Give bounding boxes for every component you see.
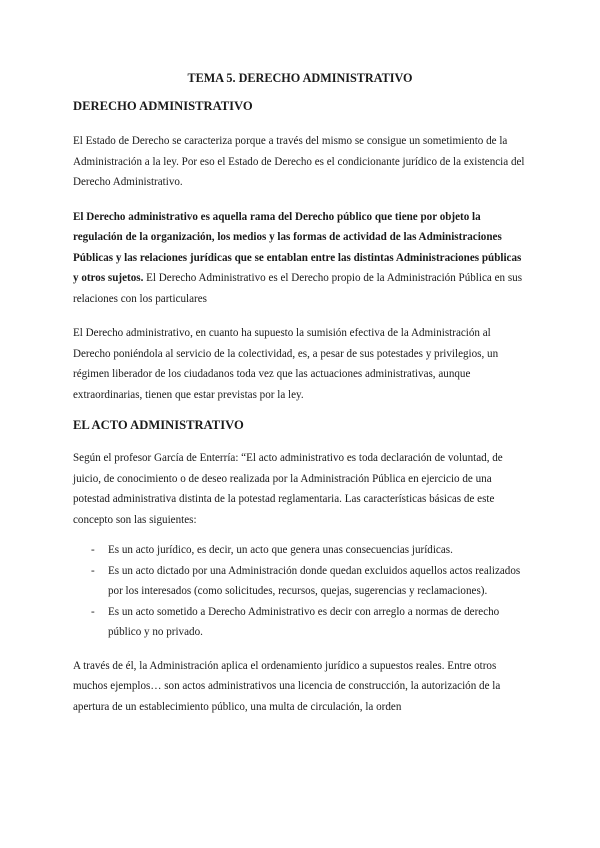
list-item-text: Es un acto sometido a Derecho Administrativo es decir con arreglo a normas de derecho público y no privado. — [108, 605, 500, 638]
list-item — [91, 602, 527, 643]
document-title: TEMA 5. DERECHO ADMINISTRATIVO — [187, 71, 413, 85]
paragraph-ejemplos: A través de él, la Administración aplica el ordenamiento jurídico a supuestos reales. Entre otros muchos ejemplos… son actos administrativos una licencia de construcción, la autorización de la apertura de un establecimiento público, una multa de circulación, la orden — [73, 659, 501, 713]
section-heading-acto-administrativo: EL ACTO ADMINISTRATIVO — [73, 418, 244, 432]
dash-marker: - — [91, 544, 95, 556]
definition-rest-text: El Derecho Administrativo es el Derecho propio de la Administración Pública en sus relaciones con los particulares — [73, 272, 523, 305]
list-item-text: Es un acto dictado por una Administración donde quedan excluidos aquellos actos realizados por los interesados (como solicitudes, recursos, quejas, sugerencias y reclamaciones). — [108, 564, 521, 597]
section-heading-derecho-administrativo: DERECHO ADMINISTRATIVO — [73, 99, 253, 113]
paragraph-definicion — [73, 207, 527, 310]
characteristics-list — [73, 540, 527, 643]
list-item-text: Es un acto jurídico, es decir, un acto que genera unas consecuencias jurídicas. — [108, 544, 453, 556]
dash-marker: - — [91, 605, 95, 618]
definition-bold-text: El Derecho administrativo es aquella rama del Derecho público que tiene por objeto la regulación de la organización, los medios y las formas de actividad de las Administraciones Públicas y las relaciones jurídicas que se entablan entre las distintas Administraciones públicas y otros sujetos. — [73, 210, 522, 284]
paragraph-garcia-de-enterria: Según el profesor García de Enterría: “El acto administrativo es toda declaración de voluntad, de juicio, de conocimiento o de deseo realizada por la Administración Pública en ejercicio de una potestad administrativa distinta de la potestad reglamentaria. Las características básicas de este concepto son las siguientes: — [73, 452, 503, 526]
list-item — [91, 561, 527, 602]
paragraph-sumision: El Derecho administrativo, en cuanto ha supuesto la sumisión efectiva de la Administración al Derecho poniéndola al servicio de la colectividad, es, a pesar de sus potestades y privilegios, un régimen liberador de los ciudadanos toda vez que las actuaciones administrativas, aunque extraordinarias, tienen que estar previstas por la ley. — [73, 327, 499, 401]
dash-marker: - — [91, 564, 95, 577]
list-item — [91, 540, 527, 561]
paragraph-estado-de-derecho: El Estado de Derecho se caracteriza porque a través del mismo se consigue un sometimiento de la Administración a la ley. Por eso el Estado de Derecho es el condicionante jurídico de la existencia del Derecho Administrativo. — [73, 135, 525, 188]
